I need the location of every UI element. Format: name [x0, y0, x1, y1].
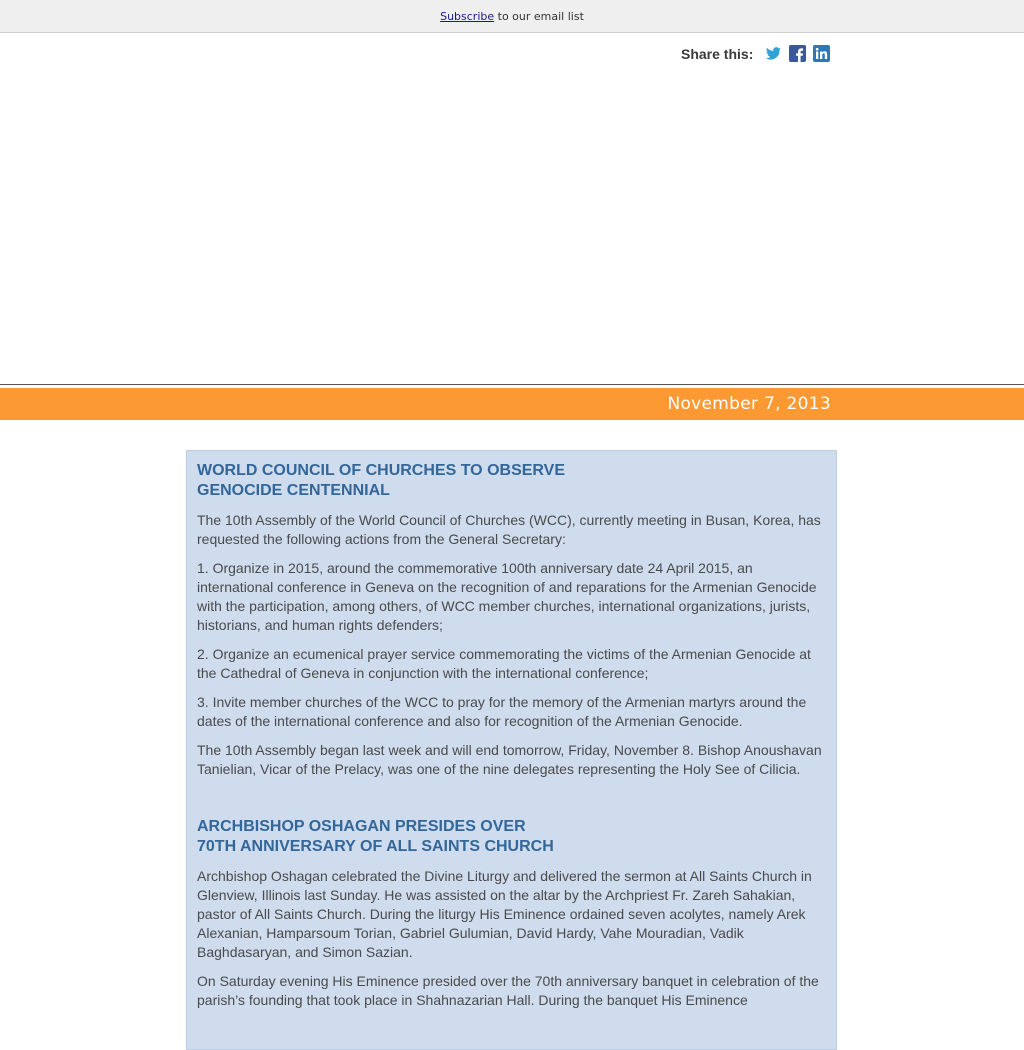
- linkedin-icon[interactable]: [813, 45, 830, 62]
- facebook-icon[interactable]: [789, 45, 806, 62]
- subscribe-link[interactable]: Subscribe: [440, 10, 495, 23]
- issue-date: November 7, 2013: [667, 394, 831, 414]
- share-bar: [681, 45, 837, 62]
- article-paragraph: The 10th Assembly began last week and will end tomorrow, Friday, November 8. Bishop Anoushavan Tanielian, Vicar of the Prelacy, was one of the nine delegates representing the Holy See of Cilicia.: [197, 742, 822, 777]
- article-paragraph: The 10th Assembly of the World Council of Churches (WCC), currently meeting in Busan, Korea, has requested the following actions from the General Secretary:: [197, 512, 821, 547]
- article: [197, 461, 826, 779]
- article-paragraph: 1. Organize in 2015, around the commemorative 100th anniversary date 24 April 2015, an international conference in Geneva on the recognition of and reparations for the Armenian Genocide with the participation, among others, of WCC member churches, international organizations, jurists, historians, and human rights defenders;: [197, 560, 817, 633]
- subscribe-suffix: to our email list: [494, 10, 584, 23]
- article-paragraph: Archbishop Oshagan celebrated the Divine Liturgy and delivered the sermon at All Saints Church in Glenview, Illinois last Sunday. He was assisted on the altar by the Archpriest Fr. Zareh Sahakian, pastor of All Saints Church. During the liturgy His Eminence ordained seven acolytes, namely Arek Alexanian, Hamparsoum Torian, Gabriel Gulumian, David Hardy, Vahe Mouradian, Vadik Baghdasaryan, and Simon Sazian.: [197, 868, 812, 960]
- headline-line: ARCHBISHOP OSHAGAN PRESIDES OVER: [197, 818, 526, 835]
- article-headline: [197, 461, 826, 501]
- article-paragraph: 3. Invite member churches of the WCC to pray for the memory of the Armenian martyrs around the dates of the international conference and also for recognition of the Armenian Genocide.: [197, 694, 807, 729]
- newsletter-content: [186, 450, 837, 1050]
- headline-line: 70TH ANNIVERSARY OF ALL SAINTS CHURCH: [197, 838, 554, 855]
- article-paragraph: 2. Organize an ecumenical prayer service commemorating the victims of the Armenian Genocide at the Cathedral of Geneva in conjunction with the international conference;: [197, 646, 811, 681]
- article-headline: [197, 817, 826, 857]
- article-spacer: [197, 789, 826, 817]
- article-paragraph: On Saturday evening His Eminence presided over the 70th anniversary banquet in celebration of the parish’s founding that took place in Shahnazarian Hall. During the banquet His Eminence: [197, 973, 819, 1008]
- article: [197, 817, 826, 1010]
- headline-line: WORLD COUNCIL OF CHURCHES TO OBSERVE: [197, 462, 566, 479]
- subscribe-bar: [0, 0, 1024, 33]
- share-label: Share this:: [681, 45, 754, 62]
- headline-line: GENOCIDE CENTENNIAL: [197, 482, 390, 499]
- twitter-icon[interactable]: [765, 45, 782, 62]
- date-banner: [0, 388, 1024, 420]
- header-divider: [0, 384, 1024, 385]
